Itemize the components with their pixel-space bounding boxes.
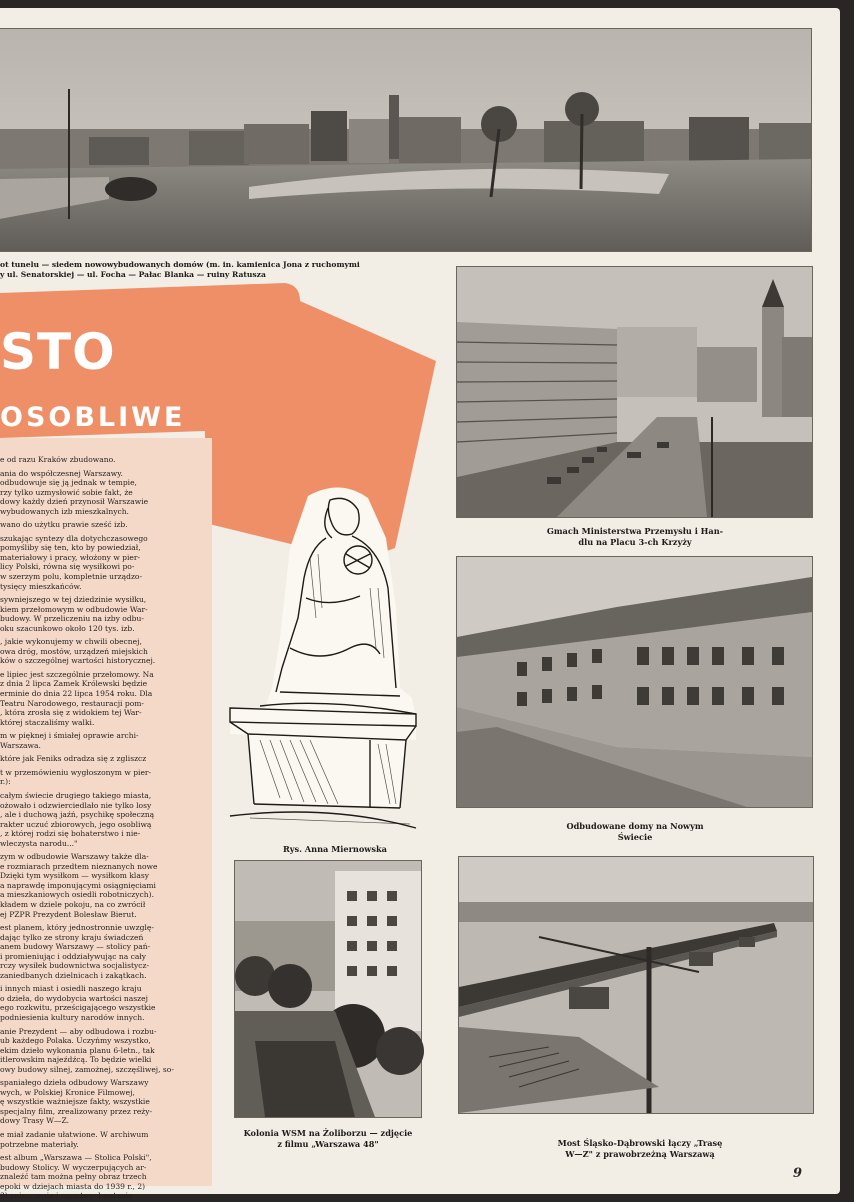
body-line: erminie do dnia 22 lipca 1954 roku. Dla — [0, 689, 153, 699]
headline-line-2: OSOBLIWE — [0, 402, 186, 433]
body-line: r.): — [0, 777, 11, 787]
body-paragraph — [0, 670, 208, 727]
body-paragraph — [0, 469, 208, 517]
body-paragraph — [0, 791, 208, 848]
body-line: podniesienia kultury narodów innych. — [0, 1012, 145, 1022]
ministry-caption-line: Gmach Ministerstwa Przemysłu i Han- — [546, 526, 724, 536]
body-line: a mieszkaniowych osiedli robotniczych). — [0, 890, 154, 900]
body-line: , jakie wykonujemy w chwili obecnej, — [0, 637, 142, 647]
body-line: ej PZPR Prezydent Bolesław Bierut. — [0, 909, 137, 919]
body-paragraph — [0, 455, 208, 465]
body-line: , z której rodzi się bohaterstwo i nie- — [0, 829, 141, 839]
body-line: itlerowskim najeźdźcą. To będzie wielki — [0, 1055, 152, 1065]
photo-ministry-building — [456, 266, 813, 518]
headline-line-1: STO — [0, 323, 116, 381]
wsm-caption-line: z filmu „Warszawa 48" — [277, 1138, 379, 1149]
body-line: Teatru Narodowego, restauracji pom- — [0, 698, 144, 708]
wsm-caption — [228, 1128, 428, 1149]
body-line: rakter uczuć zbiorowych, jego osobliwą — [0, 819, 152, 829]
body-line: z dnia 2 lipca Zamek Królewski będzie — [0, 679, 148, 689]
ministry-caption-line: dlu na Placu 3-ch Krzyży — [578, 536, 692, 547]
body-line: spaniałego dzieła odbudowy Warszawy — [0, 1078, 149, 1088]
photo-nowy-swiat — [456, 556, 813, 808]
page-number: 9 — [793, 1166, 803, 1181]
bridge-caption-line: W—Z" z prawobrzeżną Warszawą — [565, 1148, 715, 1159]
body-line: sywniejszego w tej dziedzinie wysiłku, — [0, 595, 147, 605]
body-line: której staczaliśmy walki. — [0, 717, 95, 727]
photo-panorama — [0, 28, 812, 252]
body-paragraph — [0, 852, 208, 919]
body-line: m w pięknej i śmiałej oprawie archi- — [0, 731, 139, 741]
body-paragraph — [0, 520, 208, 530]
body-line: i innych miast i osiedli naszego kraju — [0, 984, 142, 994]
nowy-swiat-caption-line: Odbudowane domy na Nowym — [566, 821, 704, 831]
body-paragraph — [0, 1130, 208, 1149]
body-paragraph — [0, 754, 208, 764]
body-line: e lipiec jest szczególnie przełomowy. Na — [0, 669, 154, 679]
body-paragraph — [0, 637, 208, 666]
body-line: szukając syntezy dla dotychczasowego — [0, 533, 148, 543]
body-line: pomyśliby się ten, kto by powiedział, — [0, 543, 141, 553]
body-paragraph — [0, 984, 208, 1022]
body-line: , ale i duchową jaźń, psychikę społeczną — [0, 810, 155, 820]
body-line: anem budowy Warszawy — stolicy pań- — [0, 942, 151, 952]
body-line: kładem w dziele pokoju, na co zwrócił — [0, 899, 146, 909]
body-line: wych, w Polskiej Kronice Filmowej, — [0, 1087, 135, 1097]
body-paragraph — [0, 731, 208, 750]
body-line: t w przemówieniu wygłoszonym w pier- — [0, 767, 152, 777]
body-line: specjalny film, zrealizowany przez reży- — [0, 1106, 153, 1116]
body-line: ania do współczesnej Warszawy. — [0, 468, 123, 478]
body-line: ekim dzieło wykonania planu 6-letn., tak — [0, 1045, 155, 1055]
illustration-credit: Rys. Anna Miernowska — [283, 844, 387, 854]
body-line: e od razu Kraków zbudowano. — [0, 455, 116, 464]
body-paragraph — [0, 534, 208, 591]
body-line: ków o szczególnej wartości historycznej. — [0, 656, 156, 666]
article-body — [0, 455, 208, 1201]
body-line: e miał zadanie ułatwione. W archiwum — [0, 1130, 149, 1139]
body-line: wleczysta narodu..." — [0, 838, 78, 848]
body-paragraph — [0, 768, 208, 787]
body-line: o dzieła, do wydobycia wartości naszej — [0, 993, 148, 1003]
body-line: wano do użytku prawie sześć izb. — [0, 520, 128, 530]
body-line: epoki w dziejach miasta do 1939 r., 2) — [0, 1181, 146, 1191]
body-line: wybudowanych izb mieszkalnych. — [0, 506, 129, 516]
body-line: dowy Trasy W—Z. — [0, 1116, 69, 1126]
photo-wsm-zoliborz — [234, 860, 422, 1118]
wsm-caption-line: Kolonia WSM na Żoliborzu — zdjęcie — [243, 1128, 413, 1138]
body-line: potrzebne materiały. — [0, 1139, 79, 1149]
body-line: budowy. W przeliczeniu na izby odbu- — [0, 614, 144, 624]
panorama-caption-line: ot tunelu — siedem nowowybudowanych domów (m. in. kamienica Jona z ruchomymi — [0, 260, 360, 269]
body-line: owa dróg, mostów, urządzeń miejskich — [0, 646, 148, 656]
body-line: owy budowy silnej, zamożnej, szczęśliwej, so- — [0, 1064, 174, 1074]
nowy-swiat-caption-line: Świecie — [617, 831, 653, 842]
body-line: zym w odbudowie Warszawy także dla- — [0, 852, 149, 862]
body-line: licy Polski, równa się wysiłkowi po- — [0, 562, 135, 572]
body-paragraph — [0, 1027, 208, 1075]
body-line: est album „Warszawa — Stolica Polski", — [0, 1153, 152, 1163]
body-line: i promieniując i oddziaływując na cały — [0, 951, 147, 961]
panorama-caption — [0, 260, 450, 279]
body-line: odbudowuje się ją jednak w tempie, — [0, 478, 137, 488]
body-line: dając tylko ze strony kraju świadczeń — [0, 932, 144, 942]
body-line: kiem przełomowym w odbudowie War- — [0, 604, 148, 614]
body-line: budowy Stolicy. W wyczerpujących ar- — [0, 1162, 147, 1172]
body-line: 3) zniszczenie i zmartwychwstanie. — [0, 1191, 135, 1201]
body-line: w szerzym polu, kompletnie urządzo- — [0, 572, 143, 582]
body-line: oku szacunkowo około 120 tys. izb. — [0, 623, 135, 633]
ministry-caption — [500, 526, 770, 547]
body-line: rzy tylko uzmysłowić sobie fakt, że — [0, 487, 133, 497]
body-line: ego rozkwitu, prześcigającego wszystkie — [0, 1003, 156, 1013]
magazine-page — [0, 8, 840, 1201]
body-line: materiałowy i pracy, włożony w pier- — [0, 552, 141, 562]
body-paragraph — [0, 1153, 208, 1201]
body-line: , która zrosła się z widokiem tej War- — [0, 708, 142, 718]
body-line: tysięcy mieszkańców. — [0, 581, 82, 591]
body-line: ożowało i odzwierciedlało nie tylko losy — [0, 800, 152, 810]
body-line: całym świecie drugiego takiego miasta, — [0, 790, 152, 800]
body-line: anie Prezydent — aby odbudowa i rozbu- — [0, 1026, 157, 1036]
body-line: ub każdego Polaka. Uczyńmy wszystko, — [0, 1036, 151, 1046]
body-line: ę wszystkie ważniejsze fakty, wszystkie — [0, 1097, 150, 1107]
body-line: Dzięki tym wysiłkom — wysiłkom klasy — [0, 871, 149, 881]
nowy-swiat-caption — [520, 821, 750, 842]
body-line: dowy każdy dzień przynosił Warszawie — [0, 497, 149, 507]
body-line: znaleźć tam można pełny obraz trzech — [0, 1172, 147, 1182]
panorama-caption-line: y ul. Senatorskiej — ul. Focha — Pałac Blanka — ruiny Ratusza — [0, 269, 266, 279]
body-line: rczy wysiłek budownictwa socjalistycz- — [0, 961, 150, 971]
photo-slasko-dabrowski-bridge — [458, 856, 814, 1114]
body-paragraph — [0, 595, 208, 633]
body-line: które jak Feniks odradza się z zgliszcz — [0, 754, 147, 764]
body-paragraph — [0, 1078, 208, 1126]
body-line: est planem, który jednostronnie uwzglę- — [0, 923, 154, 933]
body-line: a naprawdę imponującymi osiągnięciami — [0, 880, 156, 890]
statue-illustration — [220, 478, 440, 843]
bridge-caption — [515, 1138, 765, 1159]
body-line: Warszawa. — [0, 740, 41, 750]
bridge-caption-line: Most Śląsko-Dąbrowski łączy „Trasę — [557, 1138, 723, 1148]
body-line: e rozmiarach przedtem nieznanych nowe — [0, 861, 158, 871]
body-paragraph — [0, 923, 208, 980]
body-line: zaniedbanych dzielnicach i zakątkach. — [0, 970, 147, 980]
